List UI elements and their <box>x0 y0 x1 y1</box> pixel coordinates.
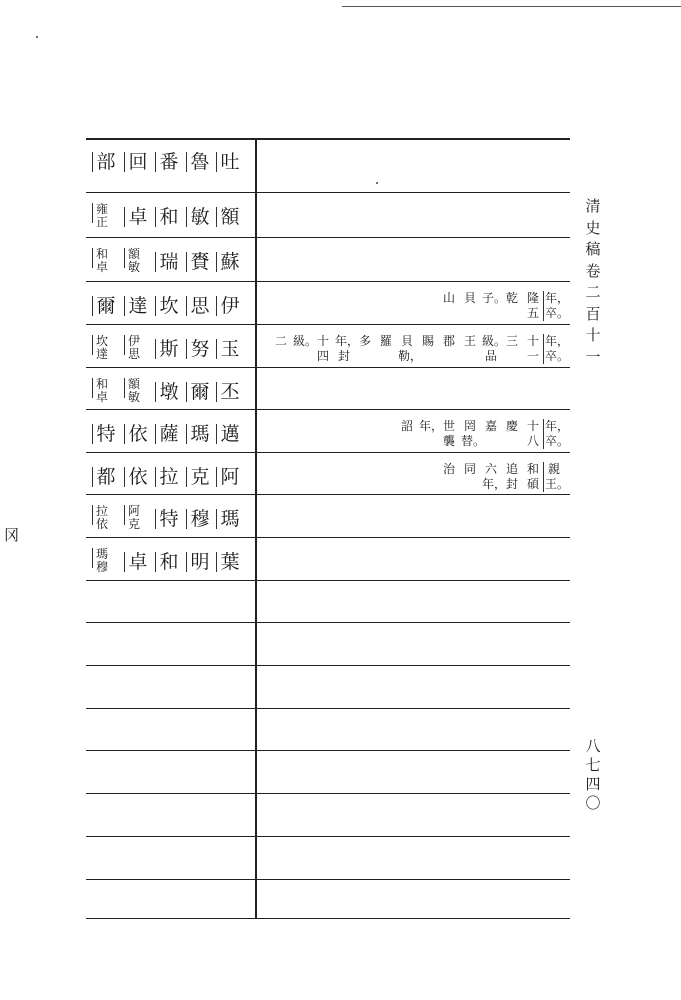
name-divider <box>216 207 217 227</box>
page-number-char: 四 <box>585 775 601 793</box>
name-char: 魯 <box>190 151 210 173</box>
name-cell <box>86 540 254 584</box>
name-divider <box>124 296 125 316</box>
name-divider <box>92 296 93 316</box>
name-char: 瑪 <box>220 508 240 530</box>
name-cell <box>86 497 254 541</box>
name-divider <box>92 378 93 398</box>
name-divider <box>124 335 125 355</box>
name-divider <box>186 152 187 172</box>
name-small-char: 敏 <box>127 390 140 404</box>
name-divider <box>155 467 156 487</box>
name-char: 明 <box>190 551 210 573</box>
note-column: 級。品 <box>482 334 507 363</box>
note-column: 詔 <box>400 419 413 433</box>
name-divider <box>216 552 217 572</box>
name-divider <box>92 152 93 172</box>
name-divider <box>124 378 125 398</box>
running-title-char: 稿 <box>585 240 601 258</box>
name-char: 達 <box>128 295 148 317</box>
name-divider <box>216 152 217 172</box>
note-divider <box>543 334 544 364</box>
name-small-char: 坎 <box>95 334 108 348</box>
name-char: 薩 <box>159 423 179 445</box>
running-title-char: 清 <box>585 197 601 215</box>
row-rule <box>86 793 570 794</box>
note-column: 十八 <box>526 419 539 448</box>
name-cell <box>86 240 254 284</box>
left-margin-mark: 冈 <box>4 526 20 544</box>
note-column: 乾 <box>505 291 518 305</box>
name-char: 回 <box>128 151 148 173</box>
note-column: 王 <box>463 334 476 348</box>
note-column: 年，卒。 <box>545 291 570 320</box>
name-char: 依 <box>128 423 148 445</box>
name-char: 蘇 <box>220 251 240 273</box>
name-divider <box>216 382 217 402</box>
note-column: 賜 <box>421 334 434 348</box>
name-small-char: 達 <box>95 347 108 361</box>
name-char: 思 <box>190 295 210 317</box>
name-divider <box>92 248 93 268</box>
note-column: 年，封 <box>335 334 360 363</box>
name-cell <box>86 140 254 184</box>
name-divider <box>155 207 156 227</box>
name-divider <box>124 505 125 525</box>
name-small-char: 雍 <box>95 202 108 216</box>
note-column: 親王。 <box>545 462 570 491</box>
note-divider <box>543 291 544 321</box>
note-column: 隆五 <box>526 291 539 320</box>
note-column: 貝勒， <box>398 334 423 363</box>
row-rule <box>86 665 570 666</box>
name-char: 邁 <box>220 423 240 445</box>
name-cell <box>86 370 254 414</box>
note-column: 山 <box>442 291 455 305</box>
name-small-char: 卓 <box>95 390 108 404</box>
name-small-char: 和 <box>95 377 108 391</box>
name-char: 爾 <box>190 381 210 403</box>
name-divider <box>92 548 93 568</box>
name-char: 特 <box>159 508 179 530</box>
note-column: 年， <box>419 419 444 433</box>
name-char: 和 <box>159 206 179 228</box>
name-divider <box>92 505 93 525</box>
name-char: 瑞 <box>159 251 179 273</box>
row-rule <box>86 836 570 837</box>
name-divider <box>155 252 156 272</box>
name-char: 斯 <box>159 338 179 360</box>
name-char: 和 <box>159 551 179 573</box>
name-divider <box>92 203 93 223</box>
row-rule <box>86 918 570 919</box>
note-column: 嘉 <box>484 419 497 433</box>
note-column: 級。 <box>293 334 318 348</box>
name-small-char: 克 <box>127 517 140 531</box>
note-column: 年，卒。 <box>545 334 570 363</box>
note-column: 治 <box>442 462 455 476</box>
name-char: 額 <box>220 206 240 228</box>
name-divider <box>186 296 187 316</box>
name-small-char: 瑪 <box>95 547 108 561</box>
note-column: 追封 <box>505 462 518 491</box>
page-number-char: 〇 <box>585 794 601 812</box>
name-divider <box>216 467 217 487</box>
name-char: 賚 <box>190 251 210 273</box>
name-char: 穆 <box>190 508 210 530</box>
speck <box>376 182 378 184</box>
name-divider <box>216 509 217 529</box>
note-column: 同 <box>463 462 476 476</box>
page-number-char: 八 <box>585 737 601 755</box>
note-column: 三 <box>505 334 518 348</box>
name-char: 坎 <box>159 295 179 317</box>
note-column: 罔替。 <box>461 419 486 448</box>
name-small-char: 穆 <box>95 560 108 574</box>
note-column: 多 <box>358 334 371 348</box>
name-cell <box>86 195 254 239</box>
running-title-char: 十 <box>585 326 601 344</box>
row-rule <box>86 879 570 880</box>
top-rule <box>342 6 681 7</box>
note-column: 年，卒。 <box>545 419 570 448</box>
name-divider <box>124 552 125 572</box>
name-divider <box>124 152 125 172</box>
name-divider <box>186 467 187 487</box>
name-divider <box>155 509 156 529</box>
row-rule <box>86 192 570 193</box>
name-cell <box>86 327 254 371</box>
row-rule <box>86 622 570 623</box>
name-char: 部 <box>96 151 116 173</box>
name-char: 卓 <box>128 551 148 573</box>
name-small-char: 額 <box>127 377 140 391</box>
name-small-char: 正 <box>95 215 108 229</box>
name-char: 瑪 <box>190 423 210 445</box>
name-divider <box>216 424 217 444</box>
name-cell <box>86 284 254 328</box>
name-divider <box>155 424 156 444</box>
name-char: 阿 <box>220 466 240 488</box>
name-cell <box>86 455 254 499</box>
running-title-char: 卷 <box>585 261 601 280</box>
note-column: 郡 <box>442 334 455 348</box>
note-column: 和碩 <box>526 462 539 491</box>
name-divider <box>186 509 187 529</box>
name-small-char: 思 <box>127 347 140 361</box>
name-divider <box>124 248 125 268</box>
name-divider <box>155 296 156 316</box>
name-divider <box>155 382 156 402</box>
note-column: 六年， <box>482 462 507 491</box>
name-char: 敏 <box>190 206 210 228</box>
column-divider <box>255 138 257 918</box>
row-rule <box>86 708 570 709</box>
name-char: 玉 <box>220 338 240 360</box>
name-char: 特 <box>96 423 116 445</box>
name-char: 葉 <box>220 551 240 573</box>
name-small-char: 和 <box>95 247 108 261</box>
name-char: 克 <box>190 466 210 488</box>
running-title-char: 百 <box>585 304 601 323</box>
name-divider <box>124 467 125 487</box>
name-char: 都 <box>96 466 116 488</box>
name-char: 伊 <box>220 295 240 317</box>
name-small-char: 拉 <box>95 504 108 518</box>
name-char: 爾 <box>96 295 116 317</box>
note-column: 子。 <box>482 291 507 305</box>
name-char: 拉 <box>159 466 179 488</box>
name-cell <box>86 412 254 456</box>
note-divider <box>543 462 544 492</box>
name-char: 丕 <box>220 381 240 403</box>
name-char: 努 <box>190 338 210 360</box>
name-divider <box>124 207 125 227</box>
name-divider <box>186 552 187 572</box>
name-char: 墩 <box>159 381 179 403</box>
name-small-char: 卓 <box>95 260 108 274</box>
name-divider <box>92 424 93 444</box>
name-divider <box>186 382 187 402</box>
name-small-char: 敏 <box>127 260 140 274</box>
name-small-char: 額 <box>127 247 140 261</box>
running-title-char: 一 <box>585 347 601 366</box>
note-column: 十一 <box>526 334 539 363</box>
name-divider <box>124 424 125 444</box>
name-divider <box>155 552 156 572</box>
name-char: 吐 <box>220 151 240 173</box>
name-divider <box>155 152 156 172</box>
note-column: 世襲 <box>442 419 455 448</box>
name-divider <box>216 339 217 359</box>
note-column: 二 <box>274 334 287 348</box>
name-divider <box>92 335 93 355</box>
note-column: 貝 <box>463 291 476 305</box>
page-number-char: 七 <box>585 756 601 774</box>
note-column: 慶 <box>505 419 518 433</box>
speck <box>36 36 38 38</box>
name-divider <box>216 296 217 316</box>
name-divider <box>186 339 187 359</box>
name-char: 番 <box>159 151 179 173</box>
name-small-char: 伊 <box>127 334 140 348</box>
running-title-char: 二 <box>585 283 601 301</box>
running-title-char: 史 <box>585 218 601 237</box>
name-divider <box>92 467 93 487</box>
note-column: 十四 <box>316 334 329 363</box>
name-divider <box>186 424 187 444</box>
note-column: 羅 <box>379 334 392 348</box>
name-divider <box>186 252 187 272</box>
note-divider <box>543 419 544 449</box>
name-divider <box>216 252 217 272</box>
name-small-char: 阿 <box>127 504 140 518</box>
name-divider <box>155 339 156 359</box>
name-char: 依 <box>128 466 148 488</box>
name-small-char: 依 <box>95 517 108 531</box>
row-rule <box>86 750 570 751</box>
name-char: 卓 <box>128 206 148 228</box>
name-divider <box>186 207 187 227</box>
